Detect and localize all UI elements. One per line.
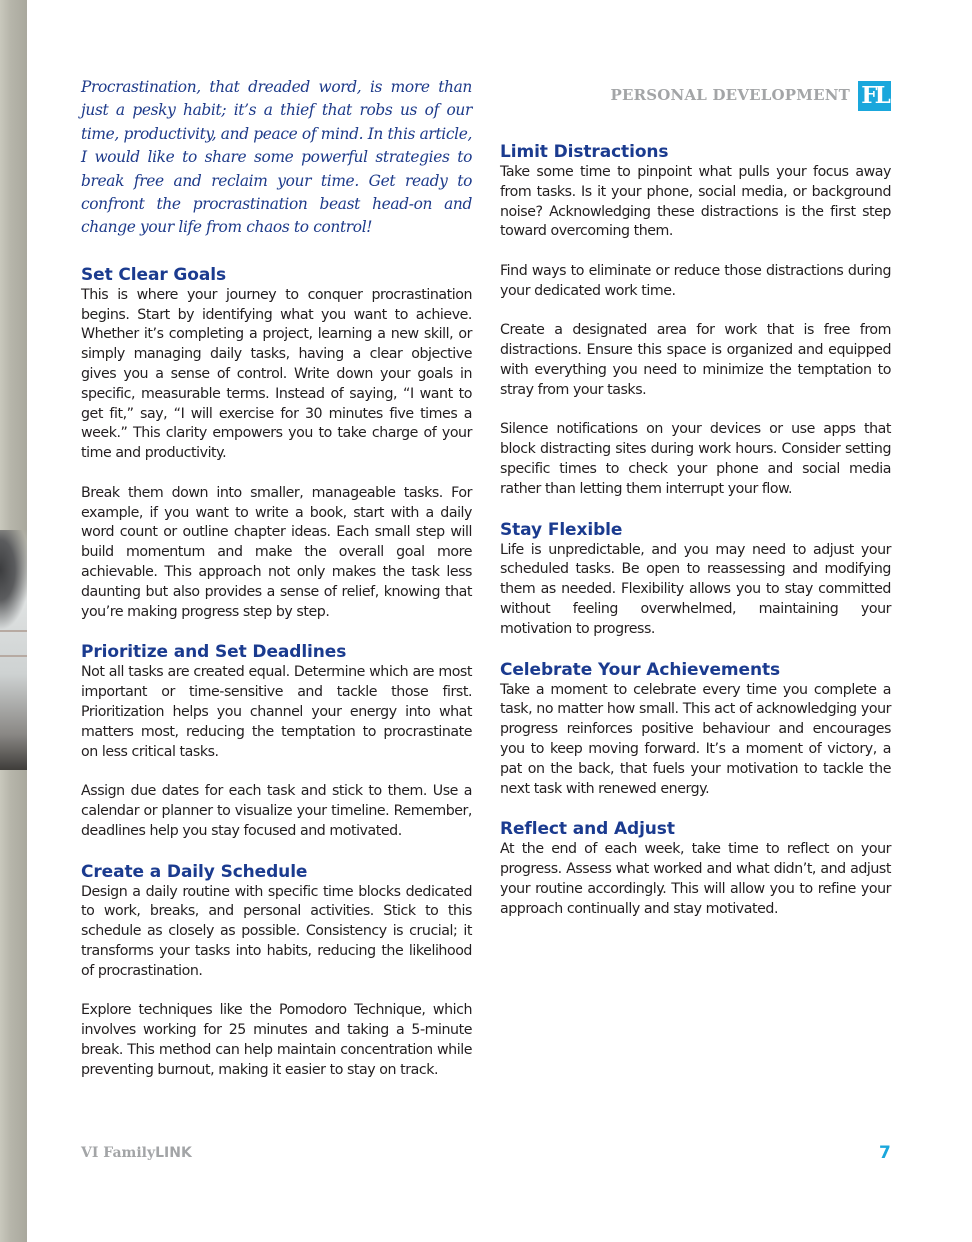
paragraph: Take some time to pinpoint what pulls your focus away from tasks. Is it your phone, social media, or background noise? Acknowledging these distractions is the first step toward overcoming them. <box>500 164 891 240</box>
paragraph: At the end of each week, take time to reflect on your progress. Assess what worked and what didn’t, and adjust your routine accordingly. This will allow you to refine your approach continually and stay motivated. <box>500 841 891 917</box>
section-heading: Celebrate Your Achievements <box>500 659 780 680</box>
photo-stripe <box>0 655 27 657</box>
paragraph: Break them down into smaller, manageable tasks. For example, if you want to write a book, start with a daily word count or outline chapter ideas. Each small step will build momentum and make the overall goal more achievable. This approach not only makes the task less daunting but also provides a sense of relief, knowing that you’re making progress step by step. <box>81 484 472 620</box>
section-heading: Limit Distractions <box>500 142 669 162</box>
paragraph: Find ways to eliminate or reduce those distractions during your dedicated work time. <box>500 262 891 299</box>
publication-suffix: LINK <box>155 1145 192 1161</box>
paragraph: Assign due dates for each task and stick to them. Use a calendar or planner to visualize your timeline. Remember, deadlines help you stay focused and motivated. <box>81 783 472 839</box>
section-heading: Create a Daily Schedule <box>81 861 308 882</box>
section-reflect-adjust <box>500 818 891 919</box>
paragraph: Life is unpredictable, and you may need to adjust your scheduled tasks. Be open to reassessing and modifying them as needed. Flexibility allows you to stay committed without feeling overwhelmed, maintaining your motivation to progress. <box>500 541 891 637</box>
cropped-photo-edge <box>0 530 27 770</box>
paragraph: Silence notifications on your devices or use apps that block distracting sites during work hours. Consider setting specific times to check your phone and social media rather than letting them interrupt your flow. <box>500 421 891 497</box>
paragraph: Not all tasks are created equal. Determine which are most important or time-sensitive and tackle those first. Prioritization helps you channel your energy into what matters most, reducing the temptation to procrastinate on less critical tasks. <box>81 664 472 760</box>
left-column <box>81 76 472 1100</box>
section-limit-distractions <box>500 141 891 500</box>
section-label: PERSONAL DEVELOPMENT <box>610 86 850 104</box>
right-column <box>500 141 891 939</box>
section-heading: Set Clear Goals <box>81 264 226 285</box>
paragraph: Take a moment to celebrate every time you complete a task, no matter how small. This act of acknowledging your progress reinforces positive behaviour and encourages you to keep moving forward. It’s a moment of victory, a pat on the back, that fuels your motivation to tackle the next task with renewed energy. <box>500 681 891 797</box>
publication-name <box>81 1145 192 1161</box>
section-heading: Stay Flexible <box>500 519 623 540</box>
article-intro: Procrastination, that dreaded word, is more than just a pesky habit; it’s a thief that robs us of our time, productivity, and peace of mind. In this article, I would like to share some powerful strategies to break free and reclaim your time. Get ready to confront the procrastination beast head-on and change your life from chaos to control! <box>81 78 472 237</box>
section-prioritize-deadlines <box>81 641 472 841</box>
paragraph: This is where your journey to conquer procrastination begins. Start by identifying what you want to achieve. Whether it’s completing a project, learning a new skill, or simply managing daily tasks, having a clear objective gives you a sense of control. Write down your goals in specific, measurable terms. Instead of saying, “I want to get fit,” say, “I will exercise for 30 minutes five times a week.” This clarity empowers you to take charge of your time and productivity. <box>81 286 472 462</box>
section-heading: Reflect and Adjust <box>500 819 675 840</box>
page-number: 7 <box>879 1143 891 1163</box>
section-celebrate-achievements <box>500 659 891 800</box>
section-stay-flexible <box>500 519 891 640</box>
publication-prefix: VI Family <box>81 1145 156 1161</box>
paragraph: Create a designated area for work that is free from distractions. Ensure this space is organized and equipped with everything you need to minimize the temptation to stray from your tasks. <box>500 322 891 398</box>
section-heading: Prioritize and Set Deadlines <box>81 642 347 663</box>
section-daily-schedule <box>81 861 472 1081</box>
photo-stripe <box>0 630 27 632</box>
familylink-logo-icon: FL <box>858 81 891 111</box>
paragraph: Design a daily routine with specific time blocks dedicated to work, breaks, and personal activities. Stick to this schedule as closely as possible. Consistency is crucial; it transforms your tasks into habits, reducing the likelihood of procrastination. <box>81 883 472 979</box>
paragraph: Explore techniques like the Pomodoro Technique, which involves working for 25 minutes and taking a 5-minute break. This method can help maintain concentration while preventing burnout, making it easier to stay on track. <box>81 1002 472 1078</box>
section-set-clear-goals <box>81 264 472 623</box>
